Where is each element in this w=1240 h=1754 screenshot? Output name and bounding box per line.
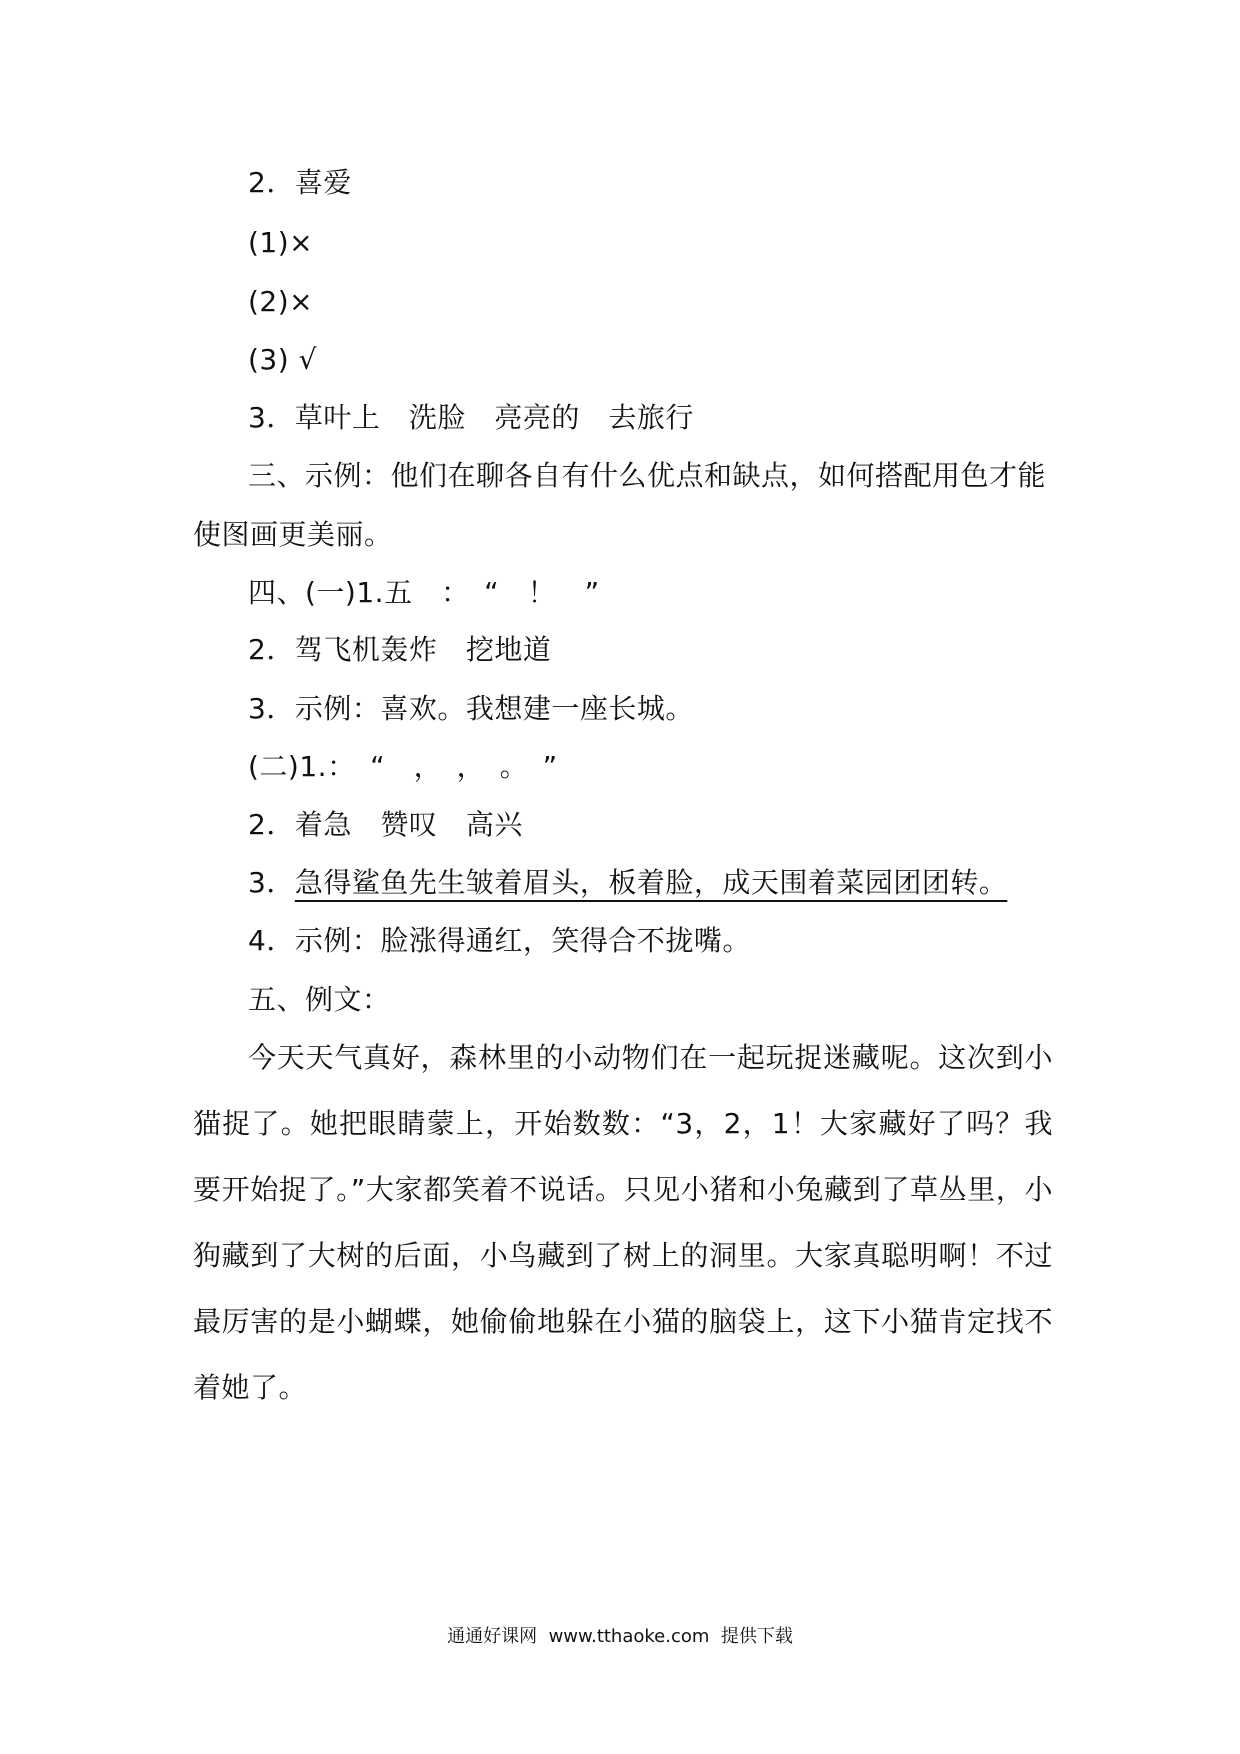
answer-item-3: (3) √ xyxy=(248,343,317,376)
section-four-part-two-q4: 4．示例：脸涨得通红，笑得合不拢嘴。 xyxy=(248,924,751,957)
section-four-part-two-q2: 2．着急 赞叹 高兴 xyxy=(248,808,523,841)
section-three-line-1: 三、示例：他们在聊各自有什么优点和缺点，如何搭配用色才能 xyxy=(248,459,1047,492)
section-four-part-one-q3: 3．示例：喜欢。我想建一座长城。 xyxy=(248,692,694,725)
answer-line-3: 3．草叶上 洗脸 亮亮的 去旅行 xyxy=(248,401,694,434)
answer-item-2: (2)× xyxy=(248,285,314,318)
underlined-answer: 急得鲨鱼先生皱着眉头，板着脸，成天围着菜园团团转。 xyxy=(294,866,1008,899)
example-essay: 今天天气真好，森林里的小动物们在一起玩捉迷藏呢。这次到小猫捉了。她把眼睛蒙上，开始数数：“3，2，1！大家藏好了吗？我要开始捉了。”大家都笑着不说话。只见小猪和小兔藏到了草丛里，小狗藏到了大树的后面，小鸟藏到了树上的洞里。大家真聪明啊！不过最厉害的是小蝴蝶，她偷偷地躲在小猫的脑袋上，这下小猫肯定找不着她了。 xyxy=(193,1041,1053,1404)
section-five-heading: 五、例文： xyxy=(248,983,391,1016)
section-four-part-one-q2: 2．驾飞机轰炸 挖地道 xyxy=(248,633,552,666)
q3-number: 3． xyxy=(248,866,295,899)
answer-line-2: 2．喜爱 xyxy=(248,166,352,199)
section-three-line-2: 使图画更美丽。 xyxy=(193,518,393,551)
footer-source: 通通好课网 www.tthaoke.com 提供下载 xyxy=(447,1626,793,1647)
section-four-part-two-q1: (二)1.： “ ， ， 。 ” xyxy=(248,750,558,783)
answer-item-1: (1)× xyxy=(248,226,314,259)
section-four-part-two-q3 xyxy=(248,863,1007,903)
section-four-part-one-q1: 四、(一)1.五 ： “ ！ ” xyxy=(248,576,600,609)
